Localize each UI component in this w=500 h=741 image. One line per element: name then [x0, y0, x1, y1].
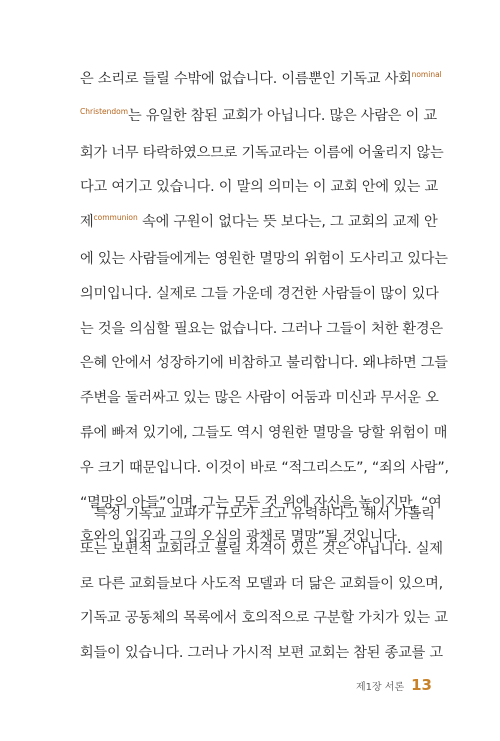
- text-line: 회들이 있습니다. 그러나 가시적 보편 교회는 참된 종교를 고: [80, 645, 443, 662]
- text-line: 주변을 둘러싸고 있는 많은 사람이 어둠과 미신과 무서운 오: [80, 390, 439, 407]
- page-footer: [356, 676, 432, 694]
- text-line: 특정 기독교 교파가 규모가 크고 유력하다고 해서 가톨릭: [94, 506, 435, 522]
- text-line: 다고 여기고 있습니다. 이 말의 의미는 이 교회 안에 있는 교: [80, 179, 439, 196]
- body-paragraph-2: [80, 497, 448, 671]
- text-line: 기독교 공동체의 목록에서 호의적으로 구분할 가치가 있는 교: [80, 610, 448, 627]
- text-line: 은 소리로 들릴 수밖에 없습니다. 이름뿐인 기독교 사회$^{nominal}$: [80, 70, 442, 87]
- chapter-label: 제1장 서론: [355, 682, 405, 693]
- text-line: 호와의 입김과 그의 오심의 광채로 멸망”될 것입니다.: [80, 529, 401, 546]
- superscript-term-christendom: Christendom: [80, 106, 129, 116]
- text-line: 제$^{communion}$ 속에 구원이 없다는 뜻 보다는, 그 교회의 교제 안: [80, 213, 438, 231]
- text-line: 는 것을 의심할 필요는 없습니다. 그러나 그들이 처한 환경은: [80, 320, 443, 337]
- text-line: 의미입니다. 실제로 그들 가운데 경건한 사람들이 많이 있다: [80, 285, 439, 302]
- text-line: “멸망의 아들”이며, 그는 모든 것 위에 자신을 높이지만, “여: [80, 494, 442, 511]
- body-paragraph-1: [80, 62, 449, 555]
- text-line: 또는 보편적 교회라고 불릴 자격이 있는 것은 아닙니다. 실제: [80, 540, 443, 557]
- text-line: 회가 너무 타락하였으므로 기독교라는 이름에 어울리지 않는: [80, 144, 444, 161]
- text-line: $^{Christendom}$는 유일한 참된 교회가 아닙니다. 많은 사람은 이 교: [80, 106, 437, 124]
- text-line: 에 있는 사람들에게는 영원한 멸망의 위험이 도사리고 있다는: [80, 250, 448, 267]
- superscript-term-communion: communion: [93, 213, 138, 223]
- superscript-term-nominal: nominal: [411, 70, 442, 79]
- text-line: 로 다른 교회들보다 사도적 모델과 더 닮은 교회들이 있으며,: [80, 575, 443, 592]
- text-line: 우 크기 때문입니다. 이것이 바로 “적그리스도”, “죄의 사람”,: [80, 459, 449, 476]
- text-line: 류에 빠져 있기에, 그들도 역시 영원한 멸망을 당할 위험이 매: [80, 424, 448, 441]
- text-line: 은혜 안에서 성장하기에 비참하고 불리합니다. 왜냐하면 그들: [80, 355, 448, 372]
- page-number: 13: [411, 676, 432, 694]
